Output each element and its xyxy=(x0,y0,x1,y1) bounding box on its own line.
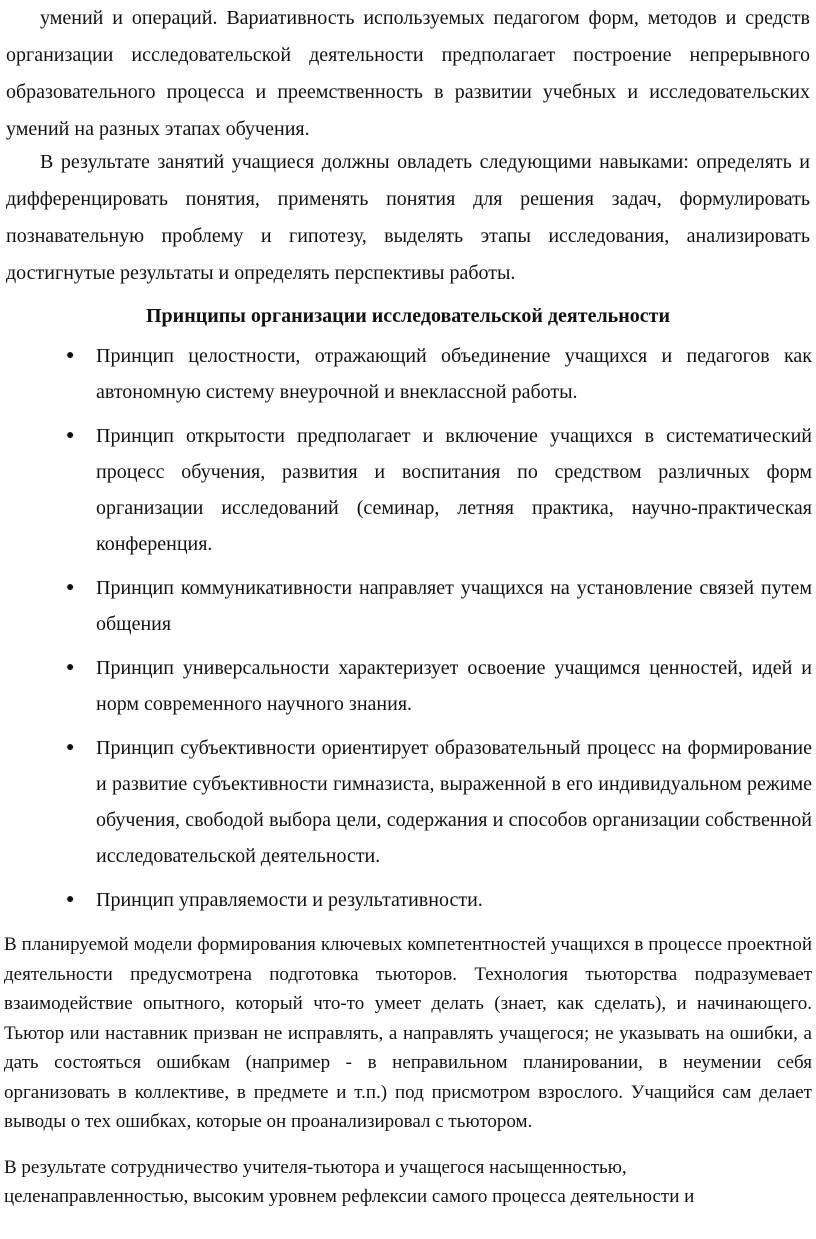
bullet-icon: ● xyxy=(66,740,75,755)
bullet-icon: ● xyxy=(66,660,75,675)
list-item-integrity: ● Принцип целостности, отражающий объединение учащихся и педагогов как автономную систему внеурочной и внеклассной работы. xyxy=(0,338,812,410)
paragraph-cooperation: В результате сотрудничество учителя-тьютора и учащегося насыщенностью, целенаправленностью, высоким уровнем рефлексии самого процесса деятельности и xyxy=(4,1157,695,1207)
principles-list xyxy=(0,338,812,926)
list-item-universality: ● Принцип универсальности характеризует освоение учащимся ценностей, идей и норм современного научного знания. xyxy=(0,650,812,722)
paragraph-skills-continuation: умений и операций. Вариативность используемых педагогом форм, методов и средств организации исследовательской деятельности предполагает построение непрерывного образовательного процесса и преемственность в развитии учебных и исследовательских умений на разных этапах обучения. xyxy=(6,7,810,140)
bullet-icon: ● xyxy=(66,428,75,443)
list-item-manageability: ● Принцип управляемости и результативности. xyxy=(0,882,812,918)
section-heading-principles: Принципы организации исследовательской деятельности xyxy=(145,305,670,327)
list-item-communicativeness: ● Принцип коммуникативности направляет учащихся на установление связей путем общения xyxy=(0,570,812,642)
list-item-subjectivity: ● Принцип субъективности ориентирует образовательный процесс на формирование и развитие субъективности гимназиста, выраженной в его индивидуальном режиме обучения, свободой выбора цели, содержания и способов организации собственной исследовательской деятельности. xyxy=(0,730,812,874)
bullet-icon: ● xyxy=(66,580,75,595)
bullet-icon: ● xyxy=(66,348,75,363)
paragraph-tutoring-model: В планируемой модели формирования ключевых компетентностей учащихся в процессе проектной деятельности предусмотрена подготовка тьюторов. Технология тьюторства подразумевает взаимодействие опытного, который что-то умеет делать (знает, как сделать), и начинающего. Тьютор или наставник призван не исправлять, а направлять учащегося; не указывать на ошибки, а дать состояться ошибкам (например - в неправильном планировании, в неумении себя организовать в коллективе, в предмете и т.п.) под присмотром взрослого. Учащийся сам делает выводы о тех ошибках, которые он проанализировал с тьютором. xyxy=(4,934,812,1132)
paragraph-learning-outcomes: В результате занятий учащиеся должны овладеть следующими навыками: определять и дифференцировать понятия, применять понятия для решения задач, формулировать познавательную проблему и гипотезу, выделять этапы исследования, анализировать достигнутые результаты и определять перспективы работы. xyxy=(6,151,810,284)
list-item-openness: ● Принцип открытости предполагает и включение учащихся в систематический процесс обучения, развития и воспитания по средством различных форм организации исследований (семинар, летняя практика, научно-практическая конференция. xyxy=(0,418,812,562)
bullet-icon: ● xyxy=(66,892,75,907)
